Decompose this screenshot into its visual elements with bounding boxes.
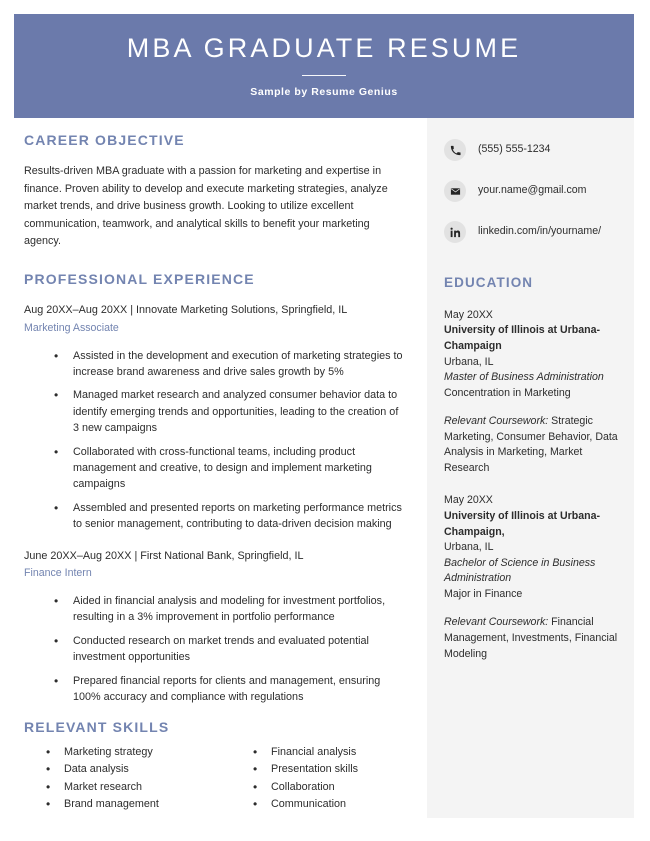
experience-entry bbox=[24, 303, 406, 532]
education-school: University of Illinois at Urbana-Champaign bbox=[444, 324, 600, 352]
education-coursework bbox=[444, 615, 624, 662]
skills-column-two bbox=[215, 744, 406, 814]
education-coursework bbox=[444, 414, 624, 476]
header-divider bbox=[302, 75, 346, 76]
education-heading: EDUCATION bbox=[444, 275, 534, 290]
main-column bbox=[24, 133, 406, 814]
experience-entry bbox=[24, 549, 406, 706]
contact-linkedin-value[interactable]: linkedin.com/in/yourname/ bbox=[478, 225, 602, 238]
education-coursework-label: Relevant Coursework: bbox=[444, 415, 549, 428]
skills-column-one bbox=[24, 744, 215, 814]
section-career-objective bbox=[24, 133, 406, 251]
education-coursework-label: Relevant Coursework: bbox=[444, 616, 549, 629]
job-bullet-list bbox=[24, 348, 406, 533]
job-bullet-list bbox=[24, 593, 406, 705]
job-bullet: • Managed market research and analyzed consumer behavior data to identify emerging trends and opportunities, leading to the creation of 3 new campaigns bbox=[54, 387, 406, 436]
job-bullet: • Assisted in the development and execution of marketing strategies to increase brand awareness and drive sales growth by 5% bbox=[54, 348, 406, 381]
contact-email-value[interactable]: your.name@gmail.com bbox=[478, 184, 587, 197]
education-location: Urbana, IL bbox=[444, 541, 494, 554]
job-meta: Aug 20XX–Aug 20XX | Innovate Marketing Solutions, Springfield, IL bbox=[24, 304, 348, 317]
education-extra: Major in Finance bbox=[444, 587, 523, 600]
skill-item: • Marketing strategy bbox=[46, 744, 215, 760]
job-bullet: • Collaborated with cross-functional teams, including product management and creative, to design and implement marketing campaigns bbox=[54, 444, 406, 493]
header-banner bbox=[14, 14, 634, 118]
job-title: Marketing Associate bbox=[24, 321, 119, 334]
education-school: University of Illinois at Urbana-Champaign, bbox=[444, 510, 600, 538]
job-title: Finance Intern bbox=[24, 567, 92, 580]
education-extra: Concentration in Marketing bbox=[444, 386, 571, 399]
job-bullet: • Aided in financial analysis and modeling for investment portfolios, resulting in a 3% improvement in portfolio performance bbox=[54, 593, 406, 626]
section-relevant-skills bbox=[24, 720, 406, 814]
skill-item: • Presentation skills bbox=[253, 761, 406, 777]
job-bullet: • Conducted research on market trends and evaluated potential investment opportunities bbox=[54, 633, 406, 666]
job-meta: June 20XX–Aug 20XX | First National Bank, Springfield, IL bbox=[24, 549, 304, 562]
relevant-skills-heading: RELEVANT SKILLS bbox=[24, 718, 170, 735]
professional-experience-heading: PROFESSIONAL EXPERIENCE bbox=[24, 270, 255, 287]
education-date: May 20XX bbox=[444, 308, 493, 321]
skill-item: • Collaboration bbox=[253, 779, 406, 795]
education-location: Urbana, IL bbox=[444, 355, 494, 368]
skill-item: • Communication bbox=[253, 796, 406, 812]
page-title: MBA GRADUATE RESUME bbox=[126, 32, 522, 63]
job-bullet: • Assembled and presented reports on marketing performance metrics to senior management, contributing to data-driven decision making bbox=[54, 500, 406, 533]
envelope-icon bbox=[444, 180, 466, 202]
education-entry bbox=[444, 493, 624, 662]
contact-row-linkedin bbox=[444, 221, 624, 243]
education-coursework-text: Financial Management, Investments, Financial Modeling bbox=[444, 616, 618, 660]
education-date: May 20XX bbox=[444, 494, 493, 507]
skill-item: • Brand management bbox=[46, 796, 215, 812]
contact-phone-value[interactable]: (555) 555-1234 bbox=[478, 143, 551, 156]
section-professional-experience bbox=[24, 272, 406, 706]
career-objective-heading: CAREER OBJECTIVE bbox=[24, 132, 185, 148]
phone-icon bbox=[444, 139, 466, 161]
education-entry bbox=[444, 308, 624, 477]
linkedin-icon bbox=[444, 221, 466, 243]
sidebar-column bbox=[444, 139, 624, 662]
contact-row-email bbox=[444, 180, 624, 202]
education-coursework-text: Strategic Marketing, Consumer Behavior, Data Analysis in Marketing, Market Research bbox=[444, 415, 618, 474]
skill-item: • Data analysis bbox=[46, 761, 215, 777]
header-subtitle: Sample by Resume Genius bbox=[250, 85, 398, 98]
skill-item: • Financial analysis bbox=[253, 744, 406, 760]
contact-row-phone bbox=[444, 139, 624, 161]
skill-item: • Market research bbox=[46, 779, 215, 795]
job-bullet: • Prepared financial reports for clients and management, ensuring 100% accuracy and compliance with regulations bbox=[54, 673, 406, 706]
education-degree: Master of Business Administration bbox=[444, 371, 604, 384]
skills-columns bbox=[24, 744, 406, 814]
education-degree: Bachelor of Science in Business Administration bbox=[444, 556, 596, 585]
career-objective-text: Results-driven MBA graduate with a passion for marketing and expertise in finance. Proven ability to develop and execute marketing strategies, analyze market trends, and drive business growth. Looking to utilize excellent communication, teamwork, and analytical skills to benefit your marketing agency. bbox=[24, 165, 388, 248]
